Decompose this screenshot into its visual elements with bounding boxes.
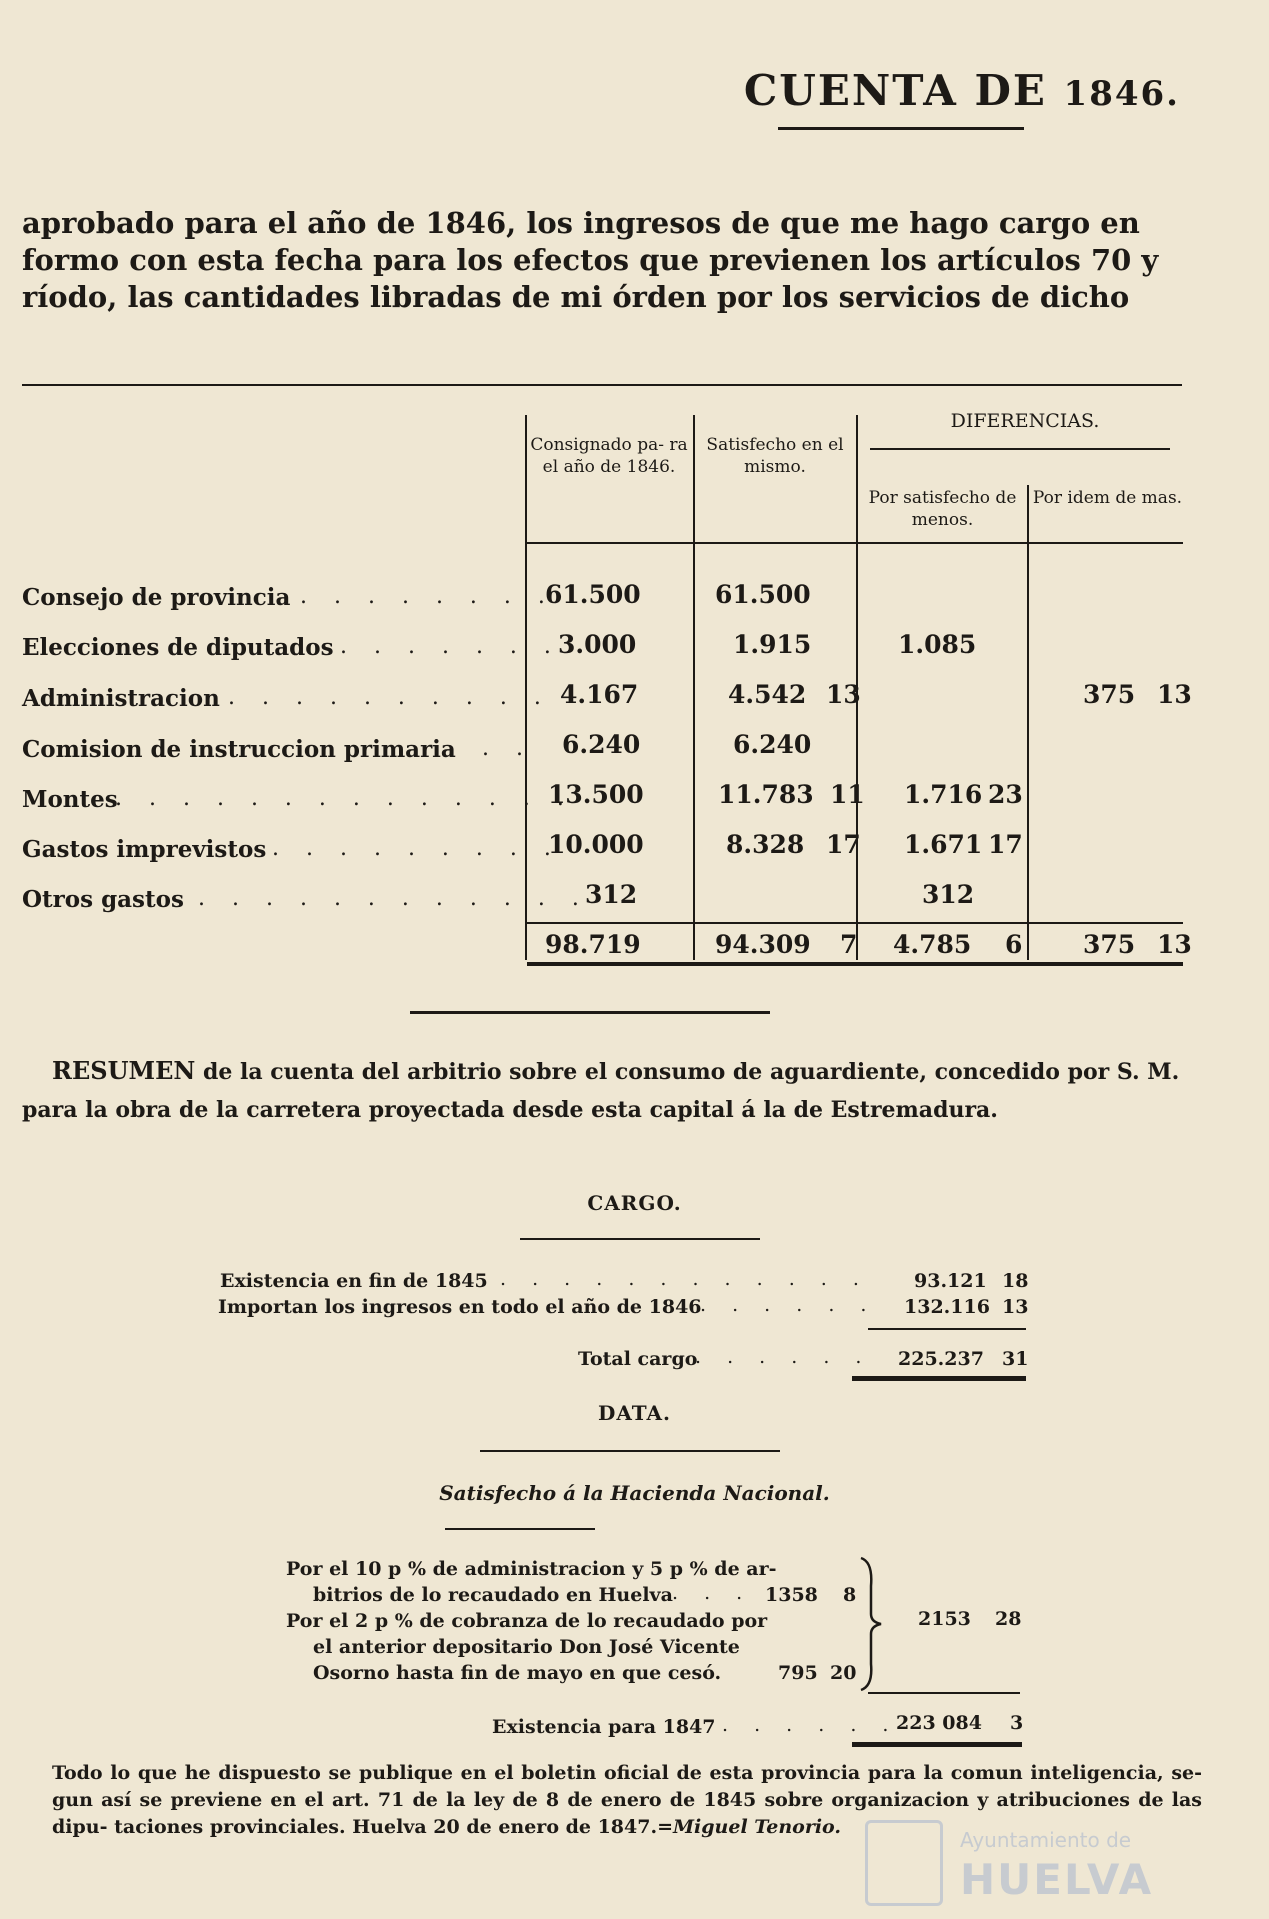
row-label-comision: Comision de instruccion primaria: [22, 736, 456, 763]
data-existencia-rule: [852, 1742, 1022, 1747]
row-label-consejo: Consejo de provincia: [22, 584, 291, 611]
cargo-ingresos-value: 132.116: [904, 1296, 990, 1318]
cell-consignado: 3.000: [558, 630, 637, 659]
brace-icon: [855, 1556, 885, 1692]
data-item2-sub: 20: [830, 1662, 857, 1684]
col-divider-2: [693, 415, 695, 960]
totals-top-rule: [527, 922, 1183, 924]
header-bottom-rule: [527, 542, 1183, 544]
cell-menos: 312: [922, 880, 975, 909]
data-item2-line2: el anterior depositario Don José Vicente: [313, 1636, 740, 1658]
cell-satisfecho: 61.500: [715, 580, 811, 609]
data-subheading: Satisfecho á la Hacienda Nacional.: [439, 1481, 830, 1505]
header-satisfecho: Satisfecho en el mismo.: [706, 435, 844, 477]
cell-consignado: 61.500: [545, 580, 641, 609]
cell-consignado: 13.500: [548, 780, 644, 809]
cell-mas-sub: 13: [1157, 680, 1192, 709]
leader-dots: . . . . . .: [695, 1346, 872, 1368]
cell-consignado: 312: [585, 880, 638, 909]
leader-dots: . . . . . .: [722, 1714, 899, 1736]
data-existencia-sub: 3: [1010, 1712, 1024, 1734]
cell-satisfecho: 11.783: [718, 780, 814, 809]
data-bracket-value: 2153: [918, 1608, 971, 1630]
cargo-existencia-value: 93.121: [914, 1270, 987, 1292]
data-sum-rule: [868, 1692, 1020, 1694]
data-item1-line2: bitrios de lo recaudado en Huelva: [313, 1584, 673, 1606]
cargo-rule: [520, 1238, 760, 1240]
header-consignado: Consignado pa- ra el año de 1846.: [530, 435, 688, 477]
row-label-administracion: Administracion: [22, 685, 220, 712]
data-item1-value: 1358: [765, 1584, 818, 1606]
title-year: 1846.: [1063, 74, 1180, 114]
cargo-sum-rule: [868, 1328, 1026, 1330]
header-mas: Por idem de mas.: [1032, 488, 1183, 508]
watermark-small-text: Ayuntamiento de: [960, 1828, 1132, 1852]
total-consignado: 98.719: [545, 930, 641, 959]
leader-dots: . . . . . .: [700, 1294, 877, 1316]
cargo-heading: CARGO.: [587, 1191, 682, 1215]
leader-dots: . . . . . . . . . . . .: [500, 1268, 869, 1290]
data-existencia-label: Existencia para 1847: [492, 1716, 716, 1738]
cell-menos-sub: 23: [988, 780, 1023, 809]
cargo-existencia-label: Existencia en fin de 1845: [220, 1270, 488, 1292]
resumen-paragraph: [22, 1052, 1192, 1129]
total-satisfecho-sub: 7: [840, 930, 858, 959]
cell-satisfecho-sub: 13: [826, 680, 861, 709]
section-separator: [410, 1011, 770, 1014]
watermark-text: HUELVA: [960, 1855, 1154, 1904]
cell-consignado: 6.240: [562, 730, 641, 759]
data-item2-line3: Osorno hasta fin de mayo en que cesó.: [313, 1662, 722, 1684]
data-existencia-value: 223 084: [896, 1712, 982, 1734]
cell-consignado: 4.167: [560, 680, 639, 709]
leader-dots: . . . . . . . .: [300, 584, 555, 609]
total-menos-sub: 6: [1005, 930, 1023, 959]
cell-menos: 1.671: [904, 830, 983, 859]
cell-menos-sub: 17: [988, 830, 1023, 859]
intro-line-1: aprobado para el año de 1846, los ingresos de que me hago cargo en: [22, 206, 1140, 240]
coat-of-arms-icon: [865, 1820, 943, 1906]
cargo-ingresos-sub: 13: [1002, 1296, 1029, 1318]
data-heading: DATA.: [597, 1401, 672, 1425]
cell-menos: 1.716: [904, 780, 983, 809]
data-item2-value: 795: [778, 1662, 818, 1684]
cell-mas: 375: [1083, 680, 1136, 709]
row-label-elecciones: Elecciones de diputados: [22, 634, 334, 661]
data-bracket-sub: 28: [995, 1608, 1022, 1630]
cargo-total-label: Total cargo: [578, 1348, 698, 1370]
cell-satisfecho: 6.240: [733, 730, 812, 759]
resumen-text-2: para la obra de la carretera proyectada desde esta capital á la de Estremadura.: [22, 1097, 998, 1123]
data-item1-sub: 8: [843, 1584, 857, 1606]
total-menos: 4.785: [893, 930, 972, 959]
diferencias-rule: [870, 448, 1170, 450]
header-menos: Por satisfecho de menos.: [868, 488, 1017, 530]
table-top-rule: [22, 384, 1182, 386]
leader-dots: . . . . . . .: [340, 634, 561, 659]
cell-satisfecho-sub: 11: [830, 780, 865, 809]
cargo-total-rule: [852, 1376, 1026, 1381]
title-rule: [778, 127, 1024, 130]
cargo-total-sub: 31: [1002, 1348, 1029, 1370]
leader-dots: . . . . . . . . . .: [228, 685, 551, 710]
intro-line-2: formo con esta fecha para los efectos que previenen los artículos 70 y: [22, 243, 1159, 277]
leader-dots: . . . . . . . . . . . .: [198, 886, 589, 911]
cell-consignado: 10.000: [548, 830, 644, 859]
cargo-total-value: 225.237: [898, 1348, 984, 1370]
leader-dots: . . . . . . . . . . . . . .: [115, 786, 574, 811]
total-satisfecho: 94.309: [715, 930, 811, 959]
col-divider-4: [1027, 485, 1029, 960]
library-watermark: [865, 1820, 1195, 1904]
leader-dots: . . .: [672, 1582, 753, 1604]
resumen-lead: RESUMEN: [52, 1056, 196, 1085]
data-item1-line1: Por el 10 p % de administracion y 5 p % de ar-: [286, 1558, 777, 1580]
resumen-text-1: de la cuenta del arbitrio sobre el consumo de aguardiente, concedido por S. M.: [202, 1059, 1180, 1085]
intro-line-3: ríodo, las cantidades libradas de mi órden por los servicios de dicho: [22, 280, 1130, 314]
title-main: CUENTA DE: [743, 66, 1047, 115]
leader-dots: . . . . . . . . .: [272, 836, 561, 861]
cell-satisfecho: 4.542: [728, 680, 807, 709]
cell-satisfecho-sub: 17: [826, 830, 861, 859]
cargo-ingresos-label: Importan los ingresos en todo el año de 1846: [218, 1296, 702, 1318]
data-rule: [480, 1450, 780, 1452]
footer-text: Todo lo que he dispuesto se publique en el boletin oficial de esta provincia para la comun inteligencia, se- gun así se previene en el art. 71 de la ley de 8 de enero de 1845 sobre organizacion y atribuciones de las dipu- taciones provinciales. Huelva 20 de enero de 1847.: [52, 1762, 1202, 1838]
footer-signature: =Miguel Tenorio.: [657, 1816, 841, 1838]
cell-menos: 1.085: [898, 630, 977, 659]
cell-satisfecho: 1.915: [733, 630, 812, 659]
data-item2-line1: Por el 2 p % de cobranza de lo recaudado por: [286, 1610, 768, 1632]
row-label-otros: Otros gastos: [22, 886, 184, 913]
cell-satisfecho: 8.328: [726, 830, 805, 859]
cargo-existencia-sub: 18: [1002, 1270, 1029, 1292]
header-diferencias: DIFERENCIAS.: [950, 410, 1100, 432]
row-label-imprevistos: Gastos imprevistos: [22, 836, 267, 863]
total-mas: 375: [1083, 930, 1136, 959]
total-mas-sub: 13: [1157, 930, 1192, 959]
data-sub-rule: [445, 1528, 595, 1530]
row-label-montes: Montes: [22, 786, 118, 813]
leader-dots: . . .: [448, 736, 533, 761]
intro-paragraph: [22, 205, 1192, 316]
page-title: [0, 66, 1180, 115]
totals-bottom-rule: [527, 962, 1183, 966]
